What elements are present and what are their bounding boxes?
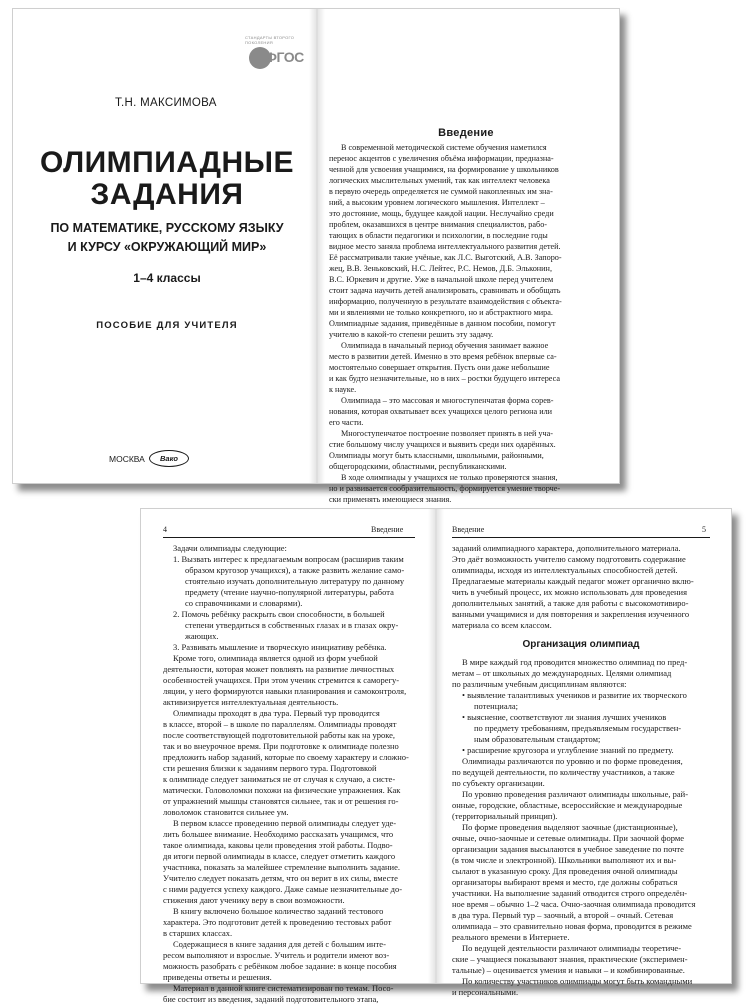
text-line: информацию, полученную в результате взаимодействия с объекта- (329, 297, 562, 306)
text-line: потенциала; (474, 701, 519, 711)
text-line: место в развитии детей. Именно в это время ребёнок впервые са- (329, 352, 557, 361)
author: Т.Н. МАКСИМОВА (115, 97, 217, 109)
text-line: образом кругозор учащихся), а также развить желание само- (185, 565, 405, 575)
text-line: нования, которая охватывает всех учащихся целого региона или (329, 407, 553, 416)
text-line: это достояние, мощь, будущее каждой нации. Неслучайно среди (329, 209, 554, 218)
fgos-badge-ring: СТАНДАРТЫ ВТОРОГО ПОКОЛЕНИЯ (245, 35, 295, 45)
text-line: ми и явлениями не только конкретного, но и абстрактного мира. (329, 308, 553, 317)
spine-shadow (309, 9, 325, 483)
inner-spread (140, 508, 732, 1004)
text-line: метам – от школьных до международных. Целями олимпиад (452, 668, 672, 678)
list-item: 3. Развивать мышление и творческую инициативу ребёнка. (173, 642, 387, 652)
text-line: характера. Это подготовит детей к проведению тестовых работ (163, 917, 392, 927)
text-line: в старших классах. (163, 928, 233, 938)
manual-label: ПОСОБИЕ ДЛЯ УЧИТЕЛЯ (96, 320, 238, 331)
text-line: такое олимпиада, каковы цели проведения этой работы. Подво- (163, 840, 393, 850)
text-line: стоит задача научить детей анализировать, сравнивать и обобщать (329, 286, 561, 295)
text-line: Олимпиадные задания, приведённые в данном пособии, помогут (329, 319, 556, 328)
text-line: активизируется интеллектуальная деятельность. (163, 697, 339, 707)
text-line: перенос акцентов с увеличения объёма информации, предназна- (329, 154, 554, 163)
text-line: по субъекту организации. (452, 778, 545, 788)
text-line: предмету (чтение научно-популярной литературы, работа (185, 587, 394, 597)
text-line: участника, показать за малейшее стремление выполнить задание. (163, 862, 400, 872)
publisher-logo: Вако (149, 450, 189, 467)
text-line: ванными учащимися и для повторения и закрепления изученного (452, 609, 690, 619)
text-line: жающих. (185, 631, 219, 641)
text-line: сти решения близки к заданиям первого тура. Подготовкой (163, 763, 377, 773)
text-line: В первом классе проведению первой олимпиады следует уде- (173, 818, 397, 828)
text-line: Олимпиада в начальный период обучения занимает важное (341, 341, 549, 350)
text-line: стоятельно изучать дополнительную литературу по данному (185, 576, 405, 586)
header-rule-left (163, 537, 415, 538)
text-line: Её рассматривали такие учёные, как Л.С. Выготский, А.В. Запоро- (329, 253, 562, 262)
text-line: логических мыслительных умений, так как интеллект человека (329, 176, 550, 185)
text-line: Олимпиада – это массовая и многоступенчатая форма сорев- (341, 396, 554, 405)
text-line: видное место заняла проблема интеллектуального развития детей. (329, 242, 561, 251)
text-line: ские – учащиеся показывают знания, практические (эксперимен- (452, 954, 688, 964)
text-line: очные, очно-заочные и сетевые олимпиады. При заочной форме (452, 833, 685, 843)
text-line: со справочниками и словарями). (185, 598, 303, 608)
spine-shadow (428, 509, 444, 983)
text-line: можность разобрать с ребёнком любое задание: в конце пособия (163, 961, 397, 971)
text-line: сылают в указанную сроку. Для проведения очной олимпиады (452, 866, 678, 876)
text-line: По количеству участников олимпиады могут быть командными (462, 976, 693, 986)
text-line: заданий олимпиадного характера, дополнительного материала. (452, 543, 681, 553)
text-line: его части. (329, 418, 364, 427)
intro-text (329, 142, 605, 505)
text-line: ным образовательным стандартом; (474, 734, 601, 744)
text-line: олимпиады, исходя из интеллектуальных способностей детей. (452, 565, 678, 575)
text-line: Многоступенчатое построение позволяет принять в ней уча- (341, 429, 553, 438)
text-line: дя итоги первой олимпиады в классе, следует отметить каждого (163, 851, 396, 861)
bullet-item: • расширение кругозора и углубление знаний по предмету. (462, 745, 674, 755)
text-line: онные, городские, областные, всероссийские и международные (452, 800, 683, 810)
text-line: по ведущей деятельности, по количеству участников, а также (452, 767, 675, 777)
text-line: ловоломок становится сильнее ум. (163, 807, 289, 817)
grades-label: 1–4 классы (133, 271, 201, 285)
text-line: к олимпиаде следует заниматься не от случая к случаю, а систе- (163, 774, 396, 784)
text-line: организации задания высылаются в учебное заведение по почте (452, 844, 684, 854)
text-line: Предлагаемые материалы каждый педагог может органично вклю- (452, 576, 694, 586)
running-header-left: Введение (371, 525, 404, 534)
section-heading: Организация олимпиад (522, 639, 640, 650)
text-line: после соответствующей подготовительной работы как на уроке, (163, 730, 396, 740)
text-line: Олимпиады могут быть классными, школьными, районными, (329, 451, 544, 460)
text-line: к науке. (329, 385, 357, 394)
text-line: матически. Головоломки похожи на физические упражнения. Как (163, 785, 401, 795)
book-title-line-1: ОЛИМПИАДНЫЕ (39, 146, 294, 179)
text-line: ное время – обычно 1–2 часа. Очно-заочная олимпиада проводится (452, 899, 696, 909)
text-line: материала со всем классом. (452, 620, 552, 630)
text-line: Кроме того, олимпиада является одной из форм учебной (173, 653, 378, 663)
bullet-item: • выявление талантливых учеников и развитие их творческого (462, 690, 687, 700)
text-line: деятельности, которая может повлиять на развитие личностных (163, 664, 395, 674)
text-line: жец, В.В. Зеньковский, Н.С. Лейтес, Р.С. Немов, Д.Б. Эльконин, (329, 264, 552, 273)
text-line: особенностей учащихся. При этом ученик стремится к саморегу- (163, 675, 400, 685)
text-line: приведены ответы и решения. (163, 972, 272, 982)
text-line: дополнительных занятий, а также для работы с высокомотивиро- (452, 598, 689, 608)
text-line: ресом выполняют и взрослые. Учитель и родители имеют воз- (163, 950, 390, 960)
text-line: Олимпиады различаются по уровню и по форме проведения, (462, 756, 683, 766)
bullet-item: • выяснение, соответствуют ли знания лучших учеников (462, 712, 667, 722)
text-line: (территориальный принцип). (452, 811, 558, 821)
text-line: мостоятельно совершает открытия. Пусть они даже небольшие (329, 363, 550, 372)
text-line: Это даёт возможность учителю самому подготовить содержание (452, 554, 686, 564)
text-line: Задачи олимпиады следующие: (173, 543, 287, 553)
text-line: ченной для усвоения учащимися, на формирование у школьников (329, 165, 559, 174)
text-line: в первую очередь определяется не суммой накопленных им зна- (329, 187, 553, 196)
publisher-city: МОСКВА (109, 454, 145, 464)
page-number-right: 5 (702, 525, 706, 534)
text-line: Учителю следует показать детям, что он верит в их силы, вместе (163, 873, 398, 883)
text-line: В современной методической системе обучения наметился (341, 143, 547, 152)
text-line: ний, а высоким уровнем логического мышления. Интеллект – (329, 198, 545, 207)
text-line: Материал в данной книге систематизирован по темам. Посо- (173, 983, 394, 993)
text-line: В.С. Юркевич и другие. Уже в начальной школе перед учителем (329, 275, 554, 284)
text-line: с ними радуется успеху каждого. Даже самые незначительные до- (163, 884, 403, 894)
text-line: участники. На выполнение заданий отводится строго определён- (452, 888, 688, 898)
page-5-text (452, 543, 710, 998)
text-line: организаторы выбирают время и место, где должны собраться (452, 877, 678, 887)
text-line: так и во внеурочное время. При подготовке к олимпиаде полезно (163, 741, 399, 751)
text-line: тающих в области педагогики и психологии, в последние годы (329, 231, 548, 240)
text-line: стижения дают ученику веру в свои возможности. (163, 895, 345, 905)
text-line: в два тура. Первый тур – заочный, а второй – очный. Сетевая (452, 910, 674, 920)
text-line: но и развивается сообразительность, формируется умение творче- (329, 484, 561, 493)
text-line: степени утвердиться в собственных глазах и в глазах окру- (185, 620, 399, 630)
text-line: предложить набор заданий, которые по своему характеру и сложно- (163, 752, 409, 762)
fgos-badge (245, 35, 304, 81)
text-line: бие состоит из введения, заданий подготовительного этапа, (163, 994, 379, 1004)
text-line: чить в учебный процесс, их можно использовать для проведения (452, 587, 687, 597)
text-line: от упражнений мышцы становятся сильнее, так и от решения го- (163, 796, 399, 806)
book-subtitle-line-2: И КУРСУ «ОКРУЖАЮЩИЙ МИР» (67, 240, 267, 254)
book-subtitle-line-1: ПО МАТЕМАТИКЕ, РУССКОМУ ЯЗЫКУ (50, 221, 284, 235)
text-line: реального времени в Интернете. (452, 932, 570, 942)
text-line: и персональными. (452, 987, 519, 997)
list-item: 1. Вызвать интерес к предлагаемым вопросам (расширив таким (173, 554, 404, 564)
text-line: олимпиада – это сравнительно новая форма, проводится в режиме (452, 921, 692, 931)
text-line: в классе, второй – в школе по параллелям. Олимпиады проводят (163, 719, 397, 729)
page-number-left: 4 (163, 525, 167, 534)
fgos-badge-text: ФГОС (265, 49, 304, 65)
text-line: По форме проведения выделяют заочные (дистанционные), (462, 822, 678, 832)
text-line: по предмету требованиям, предъявляемым государствен- (474, 723, 682, 733)
text-line: В ходе олимпиады у учащихся не только проверяются знания, (341, 473, 558, 482)
intro-heading: Введение (438, 127, 494, 139)
text-line: Олимпиады проходят в два тура. Первый тур проводится (173, 708, 380, 718)
text-line: ски применять имеющиеся знания. (329, 495, 452, 504)
text-line: ляции, у него формируются навыки планирования и самоконтроля, (163, 686, 407, 696)
text-line: По ведущей деятельности различают олимпиады теоретиче- (462, 943, 682, 953)
text-line: По уровню проведения различают олимпиады школьные, рай- (462, 789, 689, 799)
book-title-line-2: ЗАДАНИЯ (90, 178, 244, 211)
text-line: (в том числе и электронной). Школьники выполняют их и вы- (452, 855, 677, 865)
header-rule-right (452, 537, 710, 538)
text-line: стие большому числу учащихся и выявить среди них одарённых. (329, 440, 556, 449)
page-4-text (163, 543, 415, 1005)
title-spread (12, 8, 620, 504)
text-line: В книгу включено большое количество заданий тестового (173, 906, 384, 916)
list-item: 2. Помочь ребёнку раскрыть свои способности, в большей (173, 609, 385, 619)
running-header-right: Введение (452, 525, 485, 534)
text-line: Содержащиеся в книге задания для детей с большим инте- (173, 939, 386, 949)
text-line: учителю в какой-то степени решить эту задачу. (329, 330, 494, 339)
text-line: В мире каждый год проводится множество олимпиад по пред- (462, 657, 688, 667)
text-line: по различным учебным дисциплинам являются: (452, 679, 627, 689)
text-line: тальные) – оценивается умения и навыки – и комбинированные. (452, 965, 685, 975)
text-line: проблем, оказавшихся в центре внимания специалистов, рабо- (329, 220, 548, 229)
text-line: общегородскими, областными, республиканскими. (329, 462, 507, 471)
text-line: лить большее внимание. Необходимо рассказать учащимся, что (163, 829, 394, 839)
text-line: и как будто незначительные, но в них – ростки будущего интереса (329, 374, 561, 383)
